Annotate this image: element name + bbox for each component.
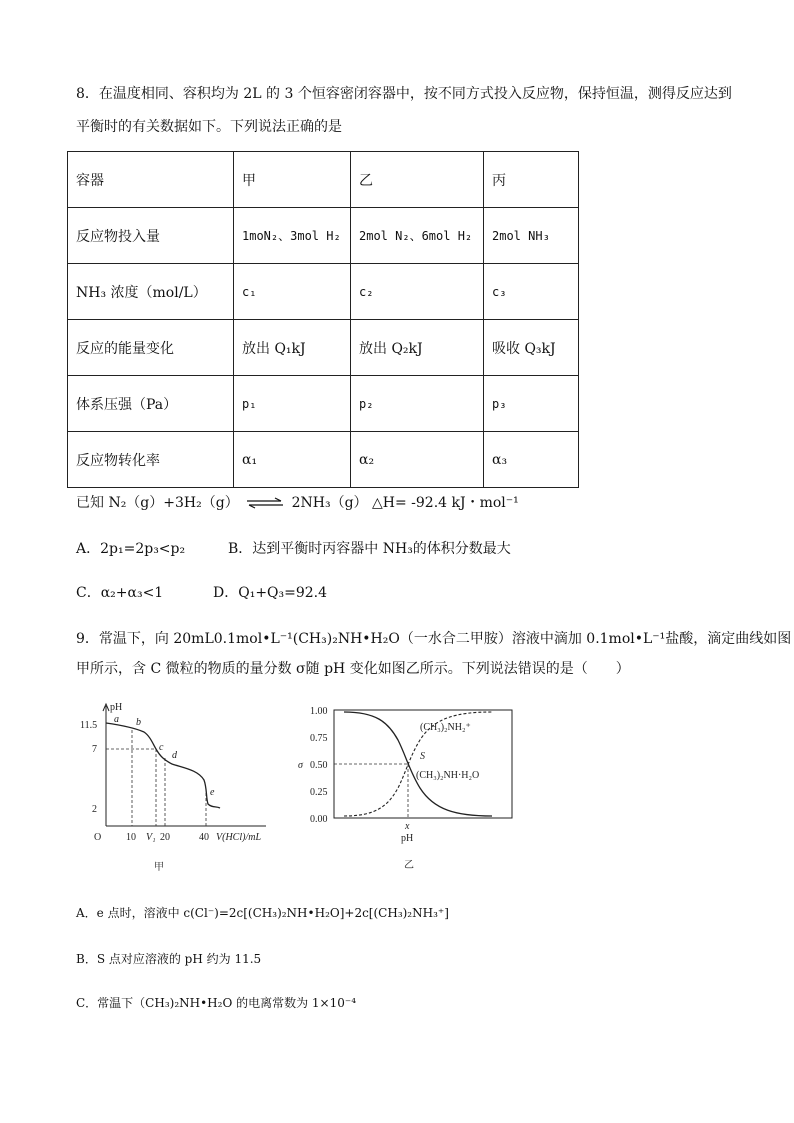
q9-stem-line2: 甲所示，含 C 微粒的物质的量分数 σ随 pH 变化如图乙所示。下列说法错误的是（ ）	[76, 661, 630, 677]
table-row-conversion	[68, 432, 579, 488]
q8-option-c: C．α₂+α₃<1	[76, 585, 164, 601]
table-cell: 2mol N₂、6mol H₂	[351, 208, 484, 264]
figure-caption-yi: 乙	[404, 860, 414, 871]
y-tick-11.5: 11.5	[80, 720, 98, 731]
y-tick-7: 7	[92, 744, 97, 755]
equilibrium-arrow-icon	[245, 497, 285, 509]
y-axis-label: pH	[110, 702, 123, 713]
titration-curve-figure	[80, 698, 280, 876]
table-cell: 反应的能量变化	[68, 320, 234, 376]
table-cell: 甲	[234, 152, 351, 208]
table-cell: p₂	[351, 376, 484, 432]
distribution-fraction-figure	[296, 700, 526, 876]
origin-label: O	[94, 832, 102, 843]
table-cell: 体系压强（Pa）	[68, 376, 234, 432]
table-cell: c₂	[351, 264, 484, 320]
figure-caption-jia: 甲	[154, 862, 164, 873]
table-row-energy	[68, 320, 579, 376]
y-tick-0.75: 0.75	[310, 733, 328, 744]
q8-stem-line1: 8．在温度相同、容积均为 2L 的 3 个恒容密闭容器中，按不同方式投入反应物，保持恒温，测得反应达到	[76, 86, 732, 102]
y-tick-1.00: 1.00	[310, 706, 328, 717]
y-tick-0.50: 0.50	[310, 760, 328, 771]
q9-option-c: C．常温下（CH₃)₂NH•H₂O 的电离常数为 1×10⁻⁴	[76, 996, 357, 1010]
y-tick-0.00: 0.00	[310, 814, 328, 825]
q8-option-d: D．Q₁+Q₃=92.4	[213, 585, 328, 601]
curve-label-base: (CH₃)₂NH·H₂O	[416, 770, 480, 781]
table-row-header	[68, 152, 579, 208]
x-tick-10: 10	[126, 832, 136, 843]
table-cell: 丙	[484, 152, 579, 208]
table-cell: 放出 Q₁kJ	[234, 320, 351, 376]
point-a: a	[114, 714, 119, 725]
table-cell: c₁	[234, 264, 351, 320]
x-axis-label: pH	[401, 833, 414, 844]
equation-left: 已知 N₂（g）+3H₂（g）	[76, 495, 239, 511]
table-cell: α₂	[351, 432, 484, 488]
equation-right: 2NH₃（g） △H= -92.4 kJ・mol⁻¹	[291, 495, 519, 511]
table-cell: c₃	[484, 264, 579, 320]
table-cell: 放出 Q₂kJ	[351, 320, 484, 376]
x-axis-label: V(HCl)/mL	[216, 832, 261, 843]
q8-option-b: B．达到平衡时丙容器中 NH₃的体积分数最大	[228, 541, 511, 557]
table-cell: α₁	[234, 432, 351, 488]
q8-data-table	[67, 151, 579, 488]
table-cell: p₃	[484, 376, 579, 432]
table-cell: 乙	[351, 152, 484, 208]
table-cell: 容器	[68, 152, 234, 208]
table-cell: α₃	[484, 432, 579, 488]
table-cell: p₁	[234, 376, 351, 432]
x-tick-20: 20	[160, 832, 170, 843]
point-s: S	[420, 751, 425, 762]
x-mark: x	[405, 821, 410, 832]
table-cell: 吸收 Q₃kJ	[484, 320, 579, 376]
x-tick-40: 40	[199, 832, 209, 843]
table-row-feed	[68, 208, 579, 264]
q8-option-a: A．2p₁=2p₃<p₂	[76, 541, 186, 557]
point-d: d	[172, 750, 177, 761]
q8-stem-line2: 平衡时的有关数据如下。下列说法正确的是	[76, 119, 342, 135]
curve-label-ion: (CH₃)₂NH₂⁺	[420, 722, 471, 733]
point-b: b	[136, 717, 141, 728]
y-axis-label: σ	[298, 760, 303, 771]
point-e: e	[210, 787, 215, 798]
point-c: c	[159, 742, 164, 753]
q9-stem-line1: 9．常温下，向 20mL0.1mol•L⁻¹(CH₃)₂NH•H₂O（一水合二甲胺）溶液中滴加 0.1mol•L⁻¹盐酸，滴定曲线如图	[76, 631, 792, 647]
table-cell: 1moN₂、3mol H₂	[234, 208, 351, 264]
q8-known-equation	[76, 492, 519, 512]
table-cell: 2mol NH₃	[484, 208, 579, 264]
table-row-concentration	[68, 264, 579, 320]
x-tick-v1: V₁	[146, 832, 156, 843]
table-cell: NH₃ 浓度（mol/L）	[68, 264, 234, 320]
y-tick-0.25: 0.25	[310, 787, 328, 798]
y-tick-2: 2	[92, 804, 97, 815]
table-cell: 反应物投入量	[68, 208, 234, 264]
table-row-pressure	[68, 376, 579, 432]
q9-option-b: B．S 点对应溶液的 pH 约为 11.5	[76, 952, 262, 966]
q9-option-a: A．e 点时，溶液中 c(Cl⁻)=2c[(CH₃)₂NH•H₂O]+2c[(CH₃)₂NH₃⁺]	[76, 906, 449, 920]
table-cell: 反应物转化率	[68, 432, 234, 488]
